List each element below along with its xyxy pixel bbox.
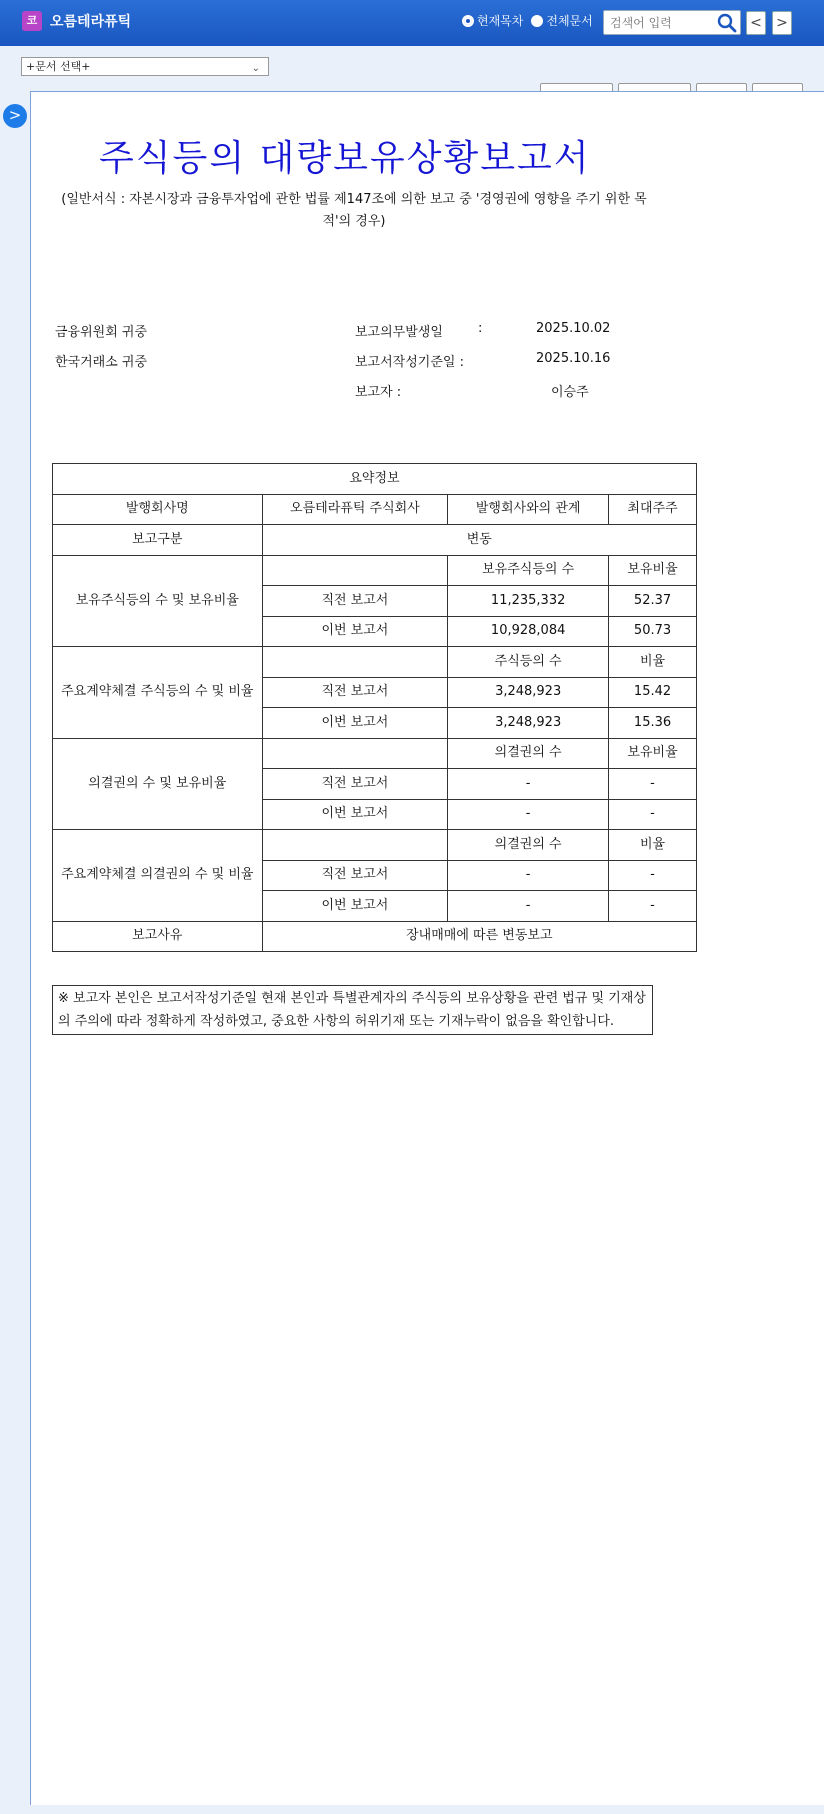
issuer-value: 오름테라퓨틱 주식회사: [262, 494, 448, 525]
toolbar-tab-4[interactable]: [752, 83, 803, 91]
row-label: 이번 보고서: [262, 616, 448, 647]
prev-result-button[interactable]: <: [746, 11, 766, 35]
report-date-value: 2025.10.02: [536, 321, 611, 336]
top-bar: [0, 0, 824, 46]
report-type-value: 변동: [262, 525, 696, 556]
base-date-value: 2025.10.16: [536, 351, 611, 366]
table-cell: -: [609, 860, 697, 891]
table-cell: 3,248,923: [448, 708, 609, 739]
brand[interactable]: [22, 11, 131, 31]
table-cell: 11,235,332: [448, 586, 609, 617]
row-label: 직전 보고서: [262, 586, 448, 617]
column-header: 보유비율: [609, 738, 697, 769]
document-viewer: [30, 91, 824, 1805]
document-subtitle: (일반서식 : 자본시장과 금융투자업에 관한 법률 제147조에 의한 보고 중 '경영권에 영향을 주기 위한 목적'의 경우): [61, 192, 647, 229]
table-row: [53, 738, 697, 769]
column-header: 비율: [609, 830, 697, 861]
empty-cell: [262, 738, 448, 769]
table-cell: 15.42: [609, 677, 697, 708]
table-row: [53, 921, 697, 952]
row-label: 이번 보고서: [262, 799, 448, 830]
column-header: 보유주식등의 수: [448, 555, 609, 586]
radio-all-label: 전체문서: [546, 14, 593, 28]
sidebar-toggle-button[interactable]: >: [3, 104, 27, 128]
empty-cell: [262, 555, 448, 586]
table-cell: -: [448, 891, 609, 922]
column-header: 의결권의 수: [448, 738, 609, 769]
relation-value: 최대주주: [609, 494, 697, 525]
report-date-label: 보고의무발생일: [355, 325, 443, 340]
table-cell: 52.37: [609, 586, 697, 617]
bottom-strip: [0, 1805, 824, 1814]
table-cell: -: [448, 860, 609, 891]
table-cell: -: [448, 769, 609, 800]
reason-label: 보고사유: [53, 921, 263, 952]
chevron-down-icon: ⌄: [251, 63, 260, 74]
toolbar-tab-2[interactable]: [618, 83, 691, 91]
table-cell: 10,928,084: [448, 616, 609, 647]
table-row: [53, 830, 697, 861]
table-row: [53, 647, 697, 678]
column-header: 비율: [609, 647, 697, 678]
relation-label: 발행회사와의 관계: [448, 494, 609, 525]
table-cell: 15.36: [609, 708, 697, 739]
table-row: [53, 525, 697, 556]
row-label: 직전 보고서: [262, 769, 448, 800]
recipient-fsc: 금융위원회 귀중: [55, 325, 148, 340]
table-cell: -: [609, 799, 697, 830]
empty-cell: [262, 830, 448, 861]
row-label: 이번 보고서: [262, 891, 448, 922]
reason-value: 장내매매에 따른 변동보고: [262, 921, 696, 952]
summary-table: [52, 463, 697, 952]
column-header: 보유비율: [609, 555, 697, 586]
column-header: 주식등의 수: [448, 647, 609, 678]
radio-unchecked-icon[interactable]: [531, 15, 543, 27]
document-select[interactable]: [21, 57, 269, 76]
issuer-label: 발행회사명: [53, 494, 263, 525]
radio-current-label: 현재목차: [477, 14, 524, 28]
company-name: 오름테라퓨틱: [50, 14, 132, 30]
table-cell: 3,248,923: [448, 677, 609, 708]
confirmation-notice: ※ 보고자 본인은 보고서작성기준일 현재 본인과 특별관계자의 주식등의 보유상황을 관련 법규 및 기재상의 주의에 따라 정확하게 작성하였고, 중요한 사항의 허위기재 또는 기재누락이 없음을 확인합니다.: [52, 985, 653, 1035]
search-input[interactable]: [604, 11, 712, 34]
report-type-label: 보고구분: [53, 525, 263, 556]
column-header: 의결권의 수: [448, 830, 609, 861]
table-cell: 50.73: [609, 616, 697, 647]
reporter-label: 보고자 :: [355, 385, 402, 400]
radio-all-docs[interactable]: [531, 12, 592, 29]
company-logo-icon: 코: [22, 11, 42, 31]
recipient-krx: 한국거래소 귀중: [55, 355, 148, 370]
summary-header: 요약정보: [53, 464, 697, 495]
document-select-value: +문서 선택+: [26, 60, 91, 73]
toolbar-tab-1[interactable]: [540, 83, 613, 91]
section-label: 의결권의 수 및 보유비율: [53, 738, 263, 830]
report-date-colon: :: [478, 321, 483, 336]
section-label: 주요계약체결 의결권의 수 및 비율: [53, 830, 263, 922]
table-cell: -: [609, 769, 697, 800]
radio-current-toc[interactable]: [462, 12, 523, 29]
table-row: [53, 464, 697, 495]
row-label: 직전 보고서: [262, 860, 448, 891]
table-row: [53, 494, 697, 525]
toolbar-tab-3[interactable]: [696, 83, 747, 91]
table-row: [53, 555, 697, 586]
table-cell: -: [609, 891, 697, 922]
next-result-button[interactable]: >: [772, 11, 792, 35]
section-label: 주요계약체결 주식등의 수 및 비율: [53, 647, 263, 739]
section-label: 보유주식등의 수 및 보유비율: [53, 555, 263, 647]
document-title: 주식등의 대량보유상황보고서: [99, 138, 591, 179]
row-label: 이번 보고서: [262, 708, 448, 739]
radio-checked-icon[interactable]: [462, 15, 474, 27]
base-date-label: 보고서작성기준일 :: [355, 355, 464, 370]
search-scope: [462, 12, 593, 29]
table-cell: -: [448, 799, 609, 830]
search-icon[interactable]: [717, 13, 737, 33]
row-label: 직전 보고서: [262, 677, 448, 708]
empty-cell: [262, 647, 448, 678]
search-box: [603, 10, 741, 35]
reporter-value: 이승주: [551, 385, 589, 400]
